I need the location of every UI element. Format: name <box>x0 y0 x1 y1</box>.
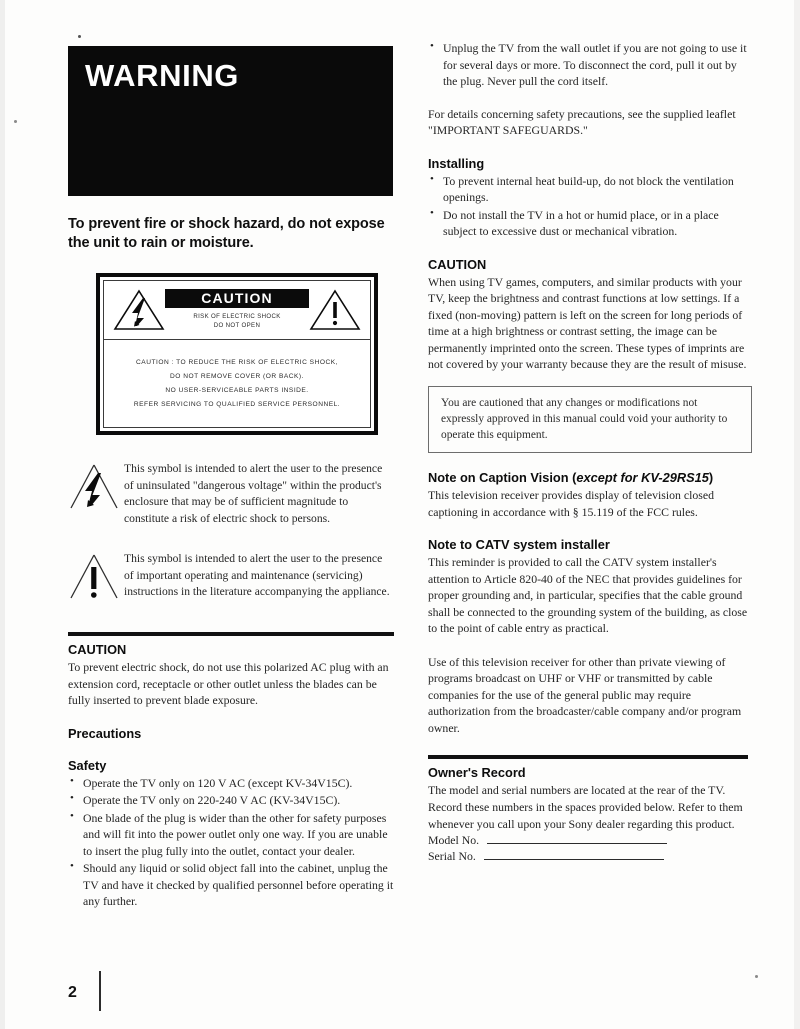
symbol-explanation-voltage <box>68 459 394 527</box>
list-item: • Operate the TV only on 120 V AC (except KV-34V15C). <box>68 775 394 792</box>
symbol-description: This symbol is intended to alert the user to the presence of uninsulated "dangerous voltage" within the product's enclosure that may be of sufficient magnitude to constitute a risk of electric shock to persons. <box>124 462 383 525</box>
owners-record-heading: Owner's Record <box>428 765 526 781</box>
left-caution-heading: CAUTION <box>68 642 127 658</box>
serial-number-blank[interactable] <box>484 859 664 860</box>
owners-record-body: The model and serial numbers are located at the rear of the TV. Record these numbers in the spaces provided below. Refer to them whenever you call upon your Sony dealer regarding this product. <box>428 783 743 831</box>
list-item: • Do not install the TV in a hot or humid place, or in a place subject to excessive dust or mechanical vibration. <box>428 207 748 240</box>
installing-heading: Installing <box>428 155 485 171</box>
lightning-bolt-triangle-icon <box>113 288 165 332</box>
list-item: • Operate the TV only on 220-240 V AC (KV-34V15C). <box>68 792 394 809</box>
installing-bullet-list <box>428 173 748 240</box>
fcc-modification-notice-text: You are cautioned that any changes or modifications not expressly approved in this manual could void your authority to operate this equipment. <box>441 396 728 442</box>
caution-graphic-center <box>165 289 309 331</box>
model-number-blank[interactable] <box>487 843 667 844</box>
caption-vision-heading: Note on Caption Vision (except for KV-29RS15) <box>428 470 714 486</box>
warning-panel <box>68 46 393 196</box>
catv-installer-body: This reminder is provided to call the CATV system installer's attention to Article 820-40 of the NEC that provides guidelines for proper grounding and, in particular, specifies that the cable ground shall be connected to the grounding system of the building, as close to the point of cable entry as practical. <box>428 555 748 636</box>
serial-number-field[interactable] <box>428 849 748 864</box>
lead-statement: To prevent fire or shock hazard, do not expose the unit to rain or moisture. <box>68 216 385 252</box>
caution-graphic-top-row <box>103 280 371 340</box>
left-column <box>68 30 394 911</box>
lightning-bolt-triangle-icon <box>68 459 124 518</box>
safety-heading: Safety <box>68 757 107 773</box>
section-divider <box>68 632 394 636</box>
model-number-label: Model No. <box>428 833 480 848</box>
safeguards-note: For details concerning safety precautions, see the supplied leaflet "IMPORTANT SAFEGUARDS." <box>428 106 736 138</box>
caption-vision-body: This television receiver provides display of television closed captioning in accordance with § 15.119 of the FCC rules. <box>428 488 714 519</box>
caution-graphic-box <box>96 273 378 435</box>
symbol-explanation-instructions <box>68 549 394 608</box>
model-number-field[interactable] <box>428 833 748 848</box>
symbol-description: This symbol is intended to alert the user to the presence of important operating and maintenance (servicing) instructions in the literature accompanying the appliance. <box>124 552 390 598</box>
catv-installer-heading: Note to CATV system installer <box>428 537 610 553</box>
exclamation-triangle-icon <box>68 549 124 608</box>
exclamation-triangle-icon <box>309 288 361 332</box>
warning-title: WARNING <box>85 58 240 93</box>
scan-speck <box>78 35 81 38</box>
page-number: 2 <box>68 984 77 1001</box>
footer-vertical-rule <box>99 971 101 1011</box>
caption-vision-heading-exception: except for KV-29RS15 <box>576 470 709 486</box>
list-item: • To prevent internal heat build-up, do not block the ventilation openings. <box>428 173 748 206</box>
safety-bullet-list <box>68 775 394 910</box>
caution-banner: CAUTION <box>165 289 309 308</box>
page-footer <box>68 975 101 1011</box>
left-caution-body: To prevent electric shock, do not use this polarized AC plug with an extension cord, receptacle or other outlet unless the blades can be fully inserted to prevent blade exposure. <box>68 660 389 708</box>
list-item: • Should any liquid or solid object fall into the cabinet, unplug the TV and have it checked by qualified personnel before operating it any further. <box>68 860 394 910</box>
right-column <box>428 38 748 864</box>
list-item: • One blade of the plug is wider than the other for safety purposes and will fit into the power outlet only one way. If you are unable to insert the plug fully into the outlet, contact your dealer. <box>68 810 394 860</box>
caution-text-line: NO USER-SERVICEABLE PARTS INSIDE. <box>165 387 309 395</box>
section-divider <box>428 755 748 759</box>
right-caution-body: When using TV games, computers, and similar products with your TV, keep the brightness and contrast functions at low settings. If a fixed (non-moving) pattern is left on the screen for long periods of time at a high brightness or contrast setting, the image can be permanently imprinted onto the screen. These types of imprints are not covered by your warranty because they are the result of misuse. <box>428 274 747 372</box>
caution-graphic-text-block <box>103 340 371 428</box>
usage-authorization-body: Use of this television receiver for other than private viewing of programs broadcast on UHF or VHF or transmitted by cable companies for the use of the general public may require authorization from the broadcaster/cable company and/or program owner. <box>428 654 742 735</box>
fcc-modification-notice-box <box>428 386 752 454</box>
right-caution-heading: CAUTION <box>428 256 487 272</box>
caution-text-line: REFER SERVICING TO QUALIFIED SERVICE PERSONNEL. <box>133 401 341 409</box>
safety-continued-list <box>428 40 748 90</box>
precautions-heading: Precautions <box>68 725 142 741</box>
caution-text-line: DO NOT REMOVE COVER (OR BACK). <box>170 373 304 381</box>
serial-number-label: Serial No. <box>428 849 476 864</box>
list-item: • Unplug the TV from the wall outlet if you are not going to use it for several days or more. To disconnect the cord, pull it out by the plug. Never pull the cord itself. <box>428 40 748 90</box>
caution-text-line: CAUTION : TO REDUCE THE RISK OF ELECTRIC SHOCK, <box>136 359 338 367</box>
caution-subtitle: RISK OF ELECTRIC SHOCK DO NOT OPEN <box>193 313 281 330</box>
